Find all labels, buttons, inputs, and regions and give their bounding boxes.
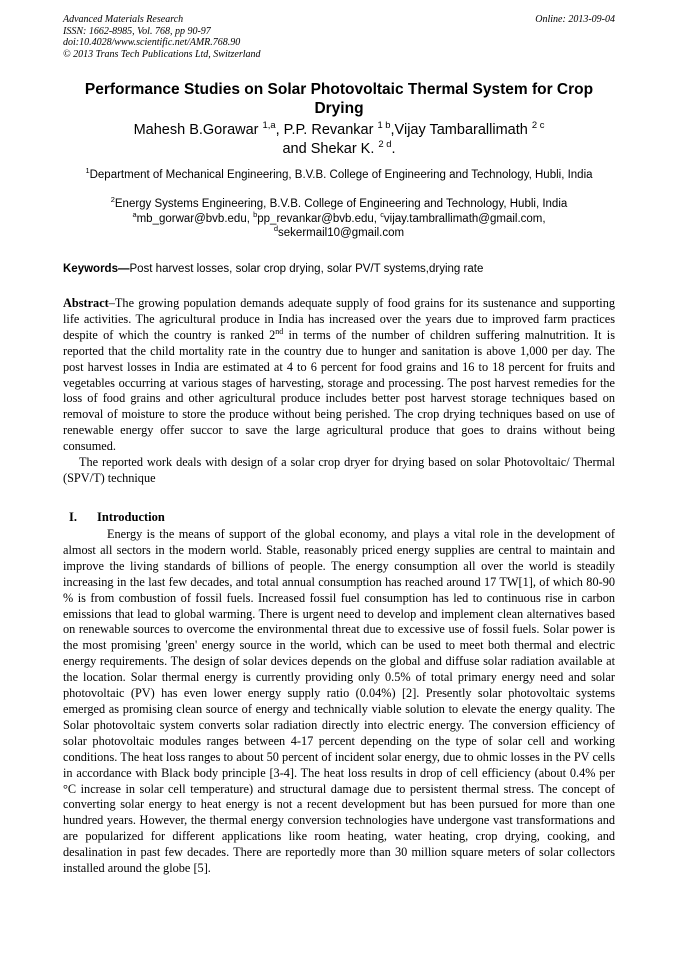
online-date: Online: 2013-09-04: [535, 14, 615, 25]
author-name: and Shekar K.: [282, 141, 379, 157]
author-name: , P.P. Revankar: [275, 122, 378, 138]
copyright: © 2013 Trans Tech Publications Ltd, Switzerland: [63, 48, 261, 60]
affiliation-superscript: 2: [110, 195, 115, 205]
rank-superscript: nd: [275, 326, 284, 336]
author-superscript: 1 b: [377, 119, 391, 131]
author-list-end: .: [391, 141, 396, 157]
introduction-paragraph: Energy is the means of support of the global economy, and plays a vital role in the development of almost all sectors in the modern world. Stable, reasonably priced energy supplies are central to maintain and improve the living standards of billions of people. The energy consumption all over the world is steadily increasing in the last few decades, and total annual consumption has reached around 17 TW[1], of which 80-90 % is from combustion of fossil fuels. Increased fossil fuel consumption has led to continuous rise in carbon emissions that lead to global warming. There is urgent need to develop and implement clean alternatives based on renewable sources to overcome the environmental threat due to excessive use of fossil fuels. Solar power is the most promising 'green' energy source in the world, which can be used to meet both thermal and electric energy requirements. The design of solar devices depends on the global and diffuse solar radiation available at the location. Solar thermal energy is currently providing only 0.5% of total primary energy need and solar photovoltaic (PV) has even lower energy supply ratio (0.04%) [2]. Presently solar photovoltaic systems emerged as promising clean source of energy and technically viable solution to elevate the energy quality. The Solar photovoltaic system converts solar radiation directly into electric energy. The conversion efficiency of solar photovoltaic modules ranges between 4-17 percent depending on the type of solar cell and working conditions. The heat loss ranges to about 50 percent of incident solar energy, due to ohmic losses in the PV cells in accordance with Black body principle [3-4]. The heat loss results in drop of cell efficiency (about 0.4% per °C increase in solar cell temperature) and structural damage due to persistent thermal stress. The concept of converting solar energy to heat energy is not a recent development but has been pursued for more than one hundred years. However, the thermal energy conversion technologies have undergone vast transformations and are popularized for different applications like room heating, water heating, crop drying, cooking, and desalination in past few decades. There are reportedly more than 30 million square meters of solar collectors installed around the globe [5].: [63, 527, 615, 876]
author-list: [63, 121, 615, 159]
journal-name: Advanced Materials Research: [63, 14, 184, 25]
author-name: ,Vijay Tambarallimath: [390, 122, 532, 138]
affiliation-superscript: 1: [85, 166, 90, 176]
journal-header: [63, 14, 261, 60]
email-address: vijay.tambrallimath@gmail.com,: [383, 213, 546, 225]
section-introduction: [63, 509, 615, 877]
keywords: [63, 262, 615, 276]
affiliation-1: [63, 168, 615, 182]
author-name: Mahesh B.Gorawar: [133, 122, 263, 138]
abstract-text: –The growing population demands adequate supply of food grains for its sustenance and supporting life activities. The agricultural produce in India has increased over the years due to improved farm practices despite of which the country is ranked 2: [63, 296, 615, 342]
affiliation-text: Department of Mechanical Engineering, B.V.B. College of Engineering and Technology, Hubli, India: [89, 169, 593, 181]
paper-title: Performance Studies on Solar Photovoltaic Thermal System for Crop Drying: [84, 81, 594, 117]
email-superscript: a: [132, 210, 137, 220]
email-list: [63, 212, 615, 240]
email-address: pp_revankar@bvb.edu,: [257, 213, 381, 225]
section-heading: [69, 509, 615, 525]
email-superscript: d: [273, 224, 279, 234]
affiliation-2: [63, 197, 615, 211]
author-superscript: 1,a: [262, 119, 276, 131]
author-superscript: 2 c: [531, 119, 545, 131]
email-address: mb_gorwar@bvb.edu,: [136, 213, 254, 225]
keywords-text: Post harvest losses, solar crop drying, solar PV/T systems,drying rate: [129, 263, 484, 275]
abstract-paragraph-2: The reported work deals with design of a solar crop dryer for drying based on solar Photovoltaic/ Thermal (SPV/T) technique: [63, 455, 615, 485]
author-superscript: 2 d: [378, 138, 392, 150]
email-superscript: b: [253, 210, 258, 220]
abstract-paragraph-1: [63, 296, 615, 455]
abstract-label: Abstract: [63, 296, 109, 310]
keywords-label: Keywords—: [63, 263, 130, 275]
section-number: I.: [69, 510, 77, 524]
doi: doi:10.4028/www.scientific.net/AMR.768.90: [63, 37, 241, 48]
email-superscript: c: [380, 210, 384, 220]
abstract: [63, 296, 615, 487]
issn: ISSN: 1662-8985, Vol. 768, pp 90-97: [63, 25, 211, 37]
affiliation-text: Energy Systems Engineering, B.V.B. College of Engineering and Technology, Hubli, India: [114, 198, 568, 210]
abstract-text: in terms of the number of children suffering malnutrition. It is reported that the child mortality rate in the country due to hunger and sanitation is above 1,000 per day. The post harvest losses in India are estimated at 4 to 6 percent for food grains and 16 to 18 percent for fruits and vegetables occurring at various stages of harvesting, storage and processing. The post harvest remedies for the loss of food grains and other agricultural produce includes better post harvest storage techniques based on removal of moisture to store the produce without being perished. The crop drying techniques based on use of renewable energy offer succor to save the large agricultural produce that goes to drains without being consumed.: [63, 327, 616, 454]
email-address: sekermail10@gmail.com: [278, 227, 405, 239]
section-title: Introduction: [97, 510, 165, 524]
